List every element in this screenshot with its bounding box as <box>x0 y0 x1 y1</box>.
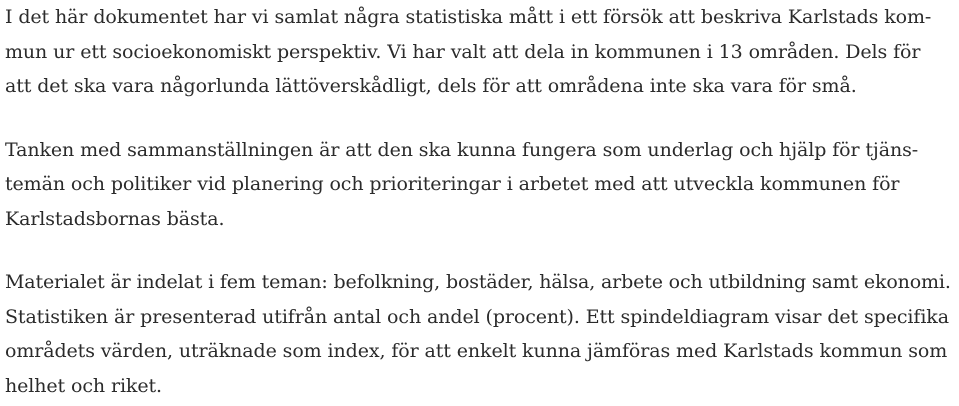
text-line: I det här dokumentet har vi samlat några statistiska mått i ett försök att beskriva Karlstads kom- <box>5 6 932 28</box>
text-line: Tanken med sammanställningen är att den ska kunna fungera som underlag och hjälp för tjäns- <box>5 138 919 161</box>
text-line: helhet och riket. <box>5 374 162 397</box>
paragraph-material <box>5 265 955 403</box>
text-line: Karlstadsbornas bästa. <box>5 207 225 230</box>
paragraph-purpose <box>5 133 955 237</box>
text-line: temän och politiker vid planering och prioriteringar i arbetet med att utveckla kommunen för <box>5 173 900 195</box>
text-line: mun ur ett socioekonomiskt perspektiv. Vi har valt att dela in kommunen i 13 områden. Dels för <box>5 40 921 63</box>
text-line: Statistiken är presenterad utifrån antal och andel (procent). Ett spindeldiagram visar det specifika <box>5 305 949 328</box>
paragraph-intro <box>5 0 955 104</box>
text-line: Materialet är indelat i fem teman: befolkning, bostäder, hälsa, arbete och utbildning samt ekonomi. <box>5 271 951 293</box>
text-line: områdets värden, uträknade som index, för att enkelt kunna jämföras med Karlstads kommun som <box>5 340 948 362</box>
text-line: att det ska vara någorlunda lättöverskådligt, dels för att områdena inte ska vara för små. <box>5 75 857 97</box>
document-body <box>5 0 955 403</box>
